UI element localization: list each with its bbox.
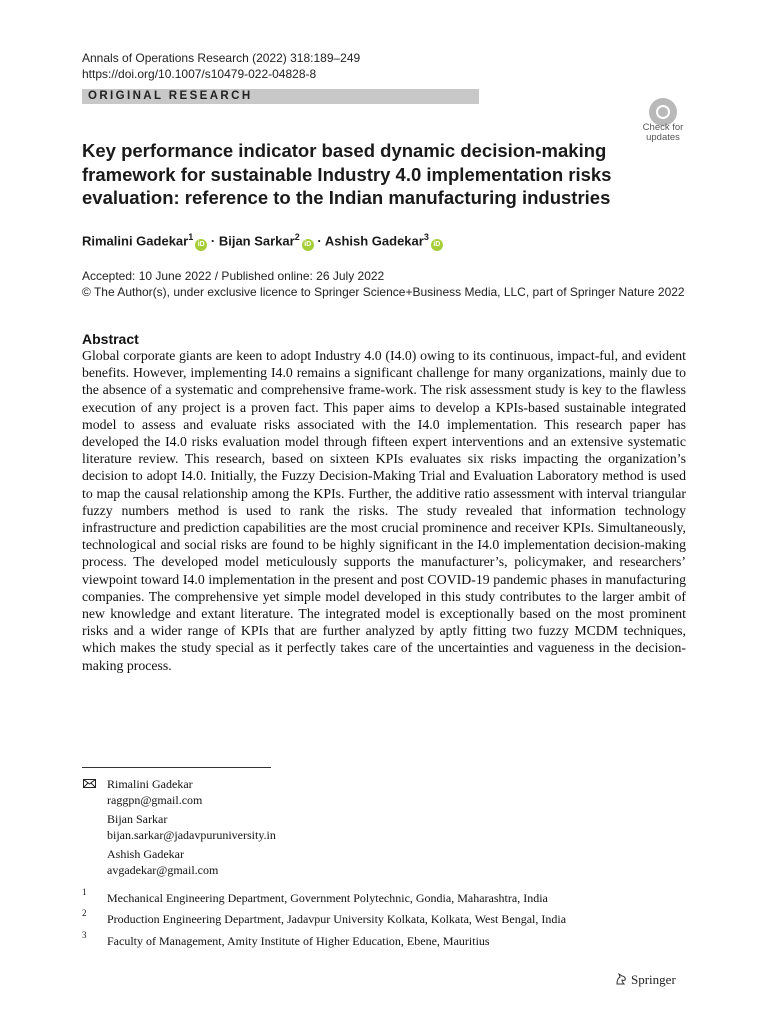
author-name: Rimalini Gadekar (82, 233, 189, 249)
contact-email[interactable]: raggpn@gmail.com (107, 792, 203, 807)
author-affiliation-marker: 3 (423, 232, 429, 242)
contact-entry (107, 847, 218, 878)
author-affiliation-marker: 2 (294, 232, 300, 242)
contact-name: Rimalini Gadekar (107, 777, 193, 791)
contact-name: Bijan Sarkar (107, 812, 168, 826)
orcid-icon[interactable]: iD (431, 239, 443, 251)
author-affiliation-marker: 1 (188, 232, 194, 242)
contact-entry (107, 777, 202, 808)
journal-header (82, 50, 360, 82)
journal-citation: Annals of Operations Research (2022) 318:189–249 (82, 51, 361, 65)
publication-dates: Accepted: 10 June 2022 / Published online: 26 July 2022 (82, 269, 385, 283)
springer-horse-icon (614, 972, 628, 986)
publisher-logo (614, 972, 676, 988)
orcid-icon[interactable]: iD (302, 239, 314, 251)
author-name: Ashish Gadekar (324, 233, 424, 249)
author-name: Bijan Sarkar (218, 233, 295, 249)
section-label-bar (82, 89, 479, 104)
contact-name: Ashish Gadekar (107, 847, 184, 861)
paper-title: Key performance indicator based dynamic decision-making framework for sustainable Industry 4.0 implementation risks evaluation: reference to the Indian manufacturing industries (82, 140, 612, 208)
author-list (82, 232, 443, 251)
affiliation-number: 2 (82, 908, 87, 918)
publication-info (82, 268, 685, 300)
publisher-name: Springer (631, 972, 676, 987)
author-separator: · (210, 233, 216, 249)
contact-entry (107, 812, 276, 843)
section-label: ORIGINAL RESEARCH (88, 90, 253, 102)
affiliation-text: Faculty of Management, Amity Institute of Higher Education, Ebene, Mauritius (107, 934, 490, 948)
affiliation-number: 3 (82, 930, 87, 940)
orcid-icon[interactable]: iD (195, 239, 207, 251)
author-separator: · (317, 233, 322, 249)
affiliation-text: Production Engineering Department, Jadavpur University Kolkata, Kolkata, West Bengal, India (107, 912, 567, 926)
check-updates-label: Check for updates (642, 122, 684, 143)
affiliation-number: 1 (82, 887, 87, 897)
doi-link[interactable]: https://doi.org/10.1007/s10479-022-04828-8 (82, 67, 317, 81)
footnote-divider (82, 767, 271, 768)
contact-email[interactable]: bijan.sarkar@jadavpuruniversity.in (107, 827, 276, 842)
abstract-heading: Abstract (82, 331, 139, 347)
contact-email[interactable]: avgadekar@gmail.com (107, 862, 219, 877)
check-for-updates-badge[interactable] (636, 98, 690, 144)
abstract-text: Global corporate giants are keen to adopt Industry 4.0 (I4.0) owing to its continuous, impact-ful, and evident benefits. However, implementing I4.0 remains a significant challenge for many organizations, mainly due to the absence of a systematic and comprehensive frame-work. The risk assessment study is key to the flawless execution of any project is a proven fact. This paper aims to develop a KPIs-based sustainable integrated model to assess and evaluate risks associated with the I4.0 implementation. This research paper has developed the I4.0 risks evaluation model through fifteen expert interventions and an extensive systematic literature review. This research, based on sixteen KPIs evaluates six risks impacting the organization’s decision to adopt I4.0. Initially, the Fuzzy Decision-Making Trial and Evaluation Laboratory method is used to map the causal relationship among the KPIs. Further, the additive ratio assessment with interval triangular fuzzy numbers method is used to rank the risks. The study revealed that information technology infrastructure and prediction capabilities are the most crucial prominence and receiver KPIs. Simultaneously, technological and social risks are found to be highly significant in the I4.0 implementation decision-making process. The developed model meticulously supports the manufacturer’s, policymaker, and researchers’ viewpoint toward I4.0 implementation in the present and post COVID-19 pandemic phases in manufacturing companies. The comprehensive yet simple model developed in this study contributes to the larger ambit of new knowledge and extant literature. The integrated model is exceptionally based on the most prominent risks and a wider range of KPIs that are further analyzed by aptly fitting two fuzzy MCDM techniques, which makes the study special as it perfectly takes care of the uncertainties and vagueness in the decision-making process. (82, 348, 686, 673)
affiliation-text: Mechanical Engineering Department, Government Polytechnic, Gondia, Maharashtra, India (107, 891, 548, 905)
copyright-notice: © The Author(s), under exclusive licence to Springer Science+Business Media, LLC, part of Springer Nature 2022 (82, 285, 685, 299)
envelope-icon (83, 779, 96, 788)
